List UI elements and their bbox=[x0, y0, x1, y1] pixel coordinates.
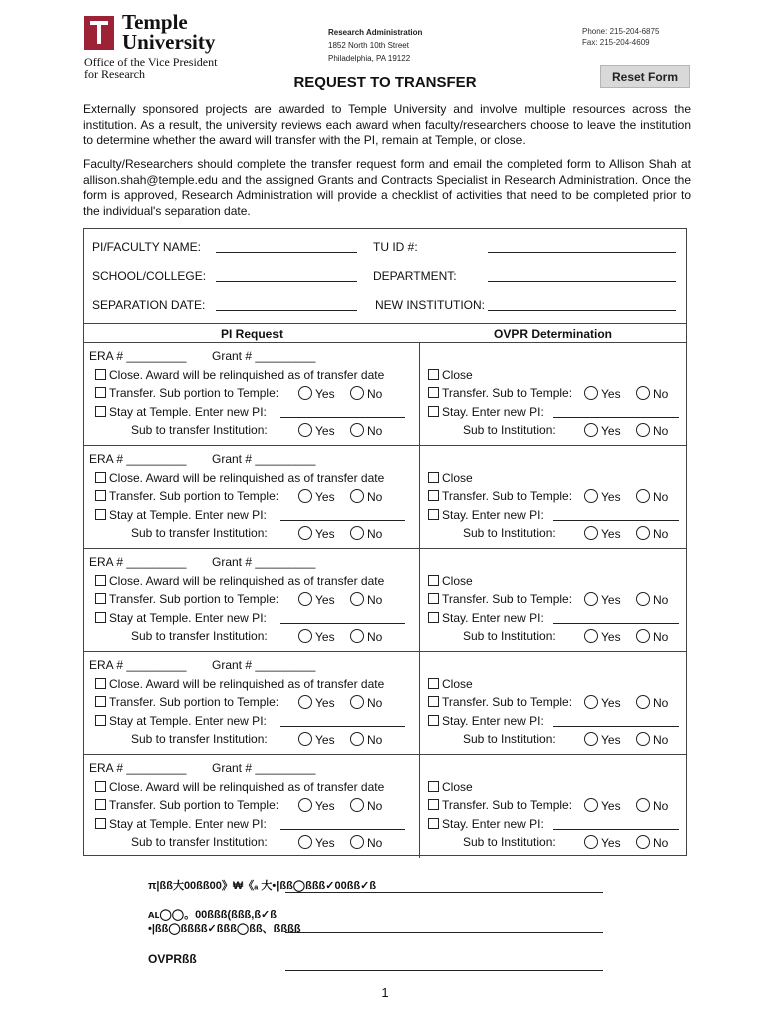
radio-button[interactable] bbox=[298, 386, 312, 400]
radio-button[interactable] bbox=[584, 835, 598, 849]
grant-field[interactable]: Grant # _________ bbox=[212, 349, 316, 363]
left-transfer-no[interactable]: No bbox=[350, 592, 382, 607]
right-new-pi-field[interactable] bbox=[553, 405, 679, 418]
right-close-option[interactable]: Close bbox=[428, 677, 473, 691]
right-close-option[interactable]: Close bbox=[428, 574, 473, 588]
university-name: Temple University bbox=[122, 10, 216, 54]
left-sub-label: Sub to transfer Institution: bbox=[131, 526, 268, 540]
left-close-option[interactable]: Close. Award will be relinquished as of transfer date bbox=[95, 780, 384, 794]
left-stay-option[interactable]: Stay at Temple. Enter new PI: bbox=[95, 611, 267, 625]
right-transfer-no[interactable]: No bbox=[636, 592, 668, 607]
right-transfer-yes[interactable]: Yes bbox=[584, 386, 621, 401]
signature-line-2[interactable] bbox=[285, 932, 603, 933]
right-transfer-option[interactable]: Transfer. Sub to Temple: bbox=[428, 695, 572, 709]
separation-date-field[interactable] bbox=[216, 298, 357, 311]
left-transfer-no[interactable]: No bbox=[350, 798, 382, 813]
right-transfer-no[interactable]: No bbox=[636, 386, 668, 401]
right-sub-yes[interactable]: Yes bbox=[584, 526, 621, 541]
signature-line-3-label: •|ßß◯ßßßß✓ßßß◯ßß、ßßßß bbox=[148, 923, 301, 935]
right-stay-option[interactable]: Stay. Enter new PI: bbox=[428, 817, 544, 831]
radio-button[interactable] bbox=[584, 629, 598, 643]
right-sub-label: Sub to Institution: bbox=[463, 835, 556, 849]
left-sub-no[interactable]: No bbox=[350, 526, 382, 541]
left-transfer-option[interactable]: Transfer. Sub portion to Temple: bbox=[95, 798, 279, 812]
checkbox[interactable] bbox=[428, 387, 439, 398]
tu-id-label: TU ID #: bbox=[373, 240, 418, 254]
left-transfer-option[interactable]: Transfer. Sub portion to Temple: bbox=[95, 489, 279, 503]
left-sub-no[interactable]: No bbox=[350, 835, 382, 850]
radio-button[interactable] bbox=[636, 386, 650, 400]
checkbox[interactable] bbox=[428, 472, 439, 483]
left-new-pi-field[interactable] bbox=[280, 817, 405, 830]
table-row bbox=[84, 548, 686, 652]
department-field[interactable] bbox=[488, 269, 676, 282]
checkbox[interactable] bbox=[95, 696, 106, 707]
left-new-pi-field[interactable] bbox=[280, 611, 405, 624]
separation-date-label: SEPARATION DATE: bbox=[92, 298, 206, 312]
right-sub-label: Sub to Institution: bbox=[463, 629, 556, 643]
left-transfer-yes[interactable]: Yes bbox=[298, 592, 335, 607]
instructions-paragraph: Faculty/Researchers should complete the transfer request form and email the completed form to Allison Shah at allison.shah@temple.edu and the assigned Grants and Contracts Specialist in Research Administration. Once the form is approved, Research Administration will provide a checklist of activities that need to be completed prior to the individual's separation date. bbox=[83, 157, 691, 218]
left-transfer-yes[interactable]: Yes bbox=[298, 386, 335, 401]
left-transfer-no[interactable]: No bbox=[350, 695, 382, 710]
checkbox[interactable] bbox=[428, 406, 439, 417]
signature-line-1[interactable] bbox=[285, 892, 603, 893]
left-sub-no[interactable]: No bbox=[350, 629, 382, 644]
checkbox[interactable] bbox=[95, 509, 106, 520]
checkbox[interactable] bbox=[95, 593, 106, 604]
radio-button[interactable] bbox=[584, 732, 598, 746]
radio-button[interactable] bbox=[350, 732, 364, 746]
right-transfer-option[interactable]: Transfer. Sub to Temple: bbox=[428, 592, 572, 606]
radio-button[interactable] bbox=[636, 695, 650, 709]
radio-button[interactable] bbox=[350, 386, 364, 400]
checkbox[interactable] bbox=[95, 406, 106, 417]
right-stay-option[interactable]: Stay. Enter new PI: bbox=[428, 508, 544, 522]
radio-button[interactable] bbox=[584, 489, 598, 503]
right-transfer-option[interactable]: Transfer. Sub to Temple: bbox=[428, 386, 572, 400]
left-sub-no[interactable]: No bbox=[350, 423, 382, 438]
left-stay-option[interactable]: Stay at Temple. Enter new PI: bbox=[95, 817, 267, 831]
left-transfer-yes[interactable]: Yes bbox=[298, 489, 335, 504]
checkbox[interactable] bbox=[95, 490, 106, 501]
right-sub-no[interactable]: No bbox=[636, 526, 668, 541]
right-sub-yes[interactable]: Yes bbox=[584, 835, 621, 850]
left-sub-no[interactable]: No bbox=[350, 732, 382, 747]
left-transfer-no[interactable]: No bbox=[350, 386, 382, 401]
right-close-option[interactable]: Close bbox=[428, 368, 473, 382]
left-sub-label: Sub to transfer Institution: bbox=[131, 732, 268, 746]
era-field[interactable]: ERA # _________ bbox=[89, 555, 187, 569]
radio-button[interactable] bbox=[350, 835, 364, 849]
left-stay-option[interactable]: Stay at Temple. Enter new PI: bbox=[95, 714, 267, 728]
intro-paragraph: Externally sponsored projects are awarded to Temple University and involve multiple resources across the institution. As a result, the university reviews each award when faculty/researchers choose to leave the institution to determine whether the award will transfer with the PI, remain at Temple, or close. bbox=[83, 102, 691, 147]
column-divider bbox=[419, 755, 420, 858]
table-row bbox=[84, 651, 686, 755]
radio-button[interactable] bbox=[350, 629, 364, 643]
transfer-request-table bbox=[83, 324, 687, 856]
signature-line-2-label: ᴀʟ◯◯。00ßßß(ßßß,ß✓ß bbox=[148, 909, 277, 921]
right-transfer-yes[interactable]: Yes bbox=[584, 695, 621, 710]
right-close-option[interactable]: Close bbox=[428, 780, 473, 794]
checkbox[interactable] bbox=[95, 781, 106, 792]
checkbox[interactable] bbox=[428, 696, 439, 707]
left-transfer-yes[interactable]: Yes bbox=[298, 798, 335, 813]
checkbox[interactable] bbox=[95, 369, 106, 380]
radio-button[interactable] bbox=[636, 629, 650, 643]
left-close-option[interactable]: Close. Award will be relinquished as of transfer date bbox=[95, 677, 384, 691]
pi-name-field[interactable] bbox=[216, 240, 357, 253]
grant-field[interactable]: Grant # _________ bbox=[212, 761, 316, 775]
left-sub-label: Sub to transfer Institution: bbox=[131, 423, 268, 437]
right-sub-label: Sub to Institution: bbox=[463, 732, 556, 746]
left-sub-label: Sub to transfer Institution: bbox=[131, 835, 268, 849]
radio-button[interactable] bbox=[636, 423, 650, 437]
radio-button[interactable] bbox=[350, 489, 364, 503]
tu-id-field[interactable] bbox=[488, 240, 676, 253]
left-sub-yes[interactable]: Yes bbox=[298, 423, 335, 438]
radio-button[interactable] bbox=[298, 592, 312, 606]
right-transfer-no[interactable]: No bbox=[636, 489, 668, 504]
left-close-option[interactable]: Close. Award will be relinquished as of transfer date bbox=[95, 471, 384, 485]
pi-name-label: PI/FACULTY NAME: bbox=[92, 240, 201, 254]
school-label: SCHOOL/COLLEGE: bbox=[92, 269, 207, 283]
radio-button[interactable] bbox=[636, 489, 650, 503]
new-institution-field[interactable] bbox=[488, 298, 676, 311]
radio-button[interactable] bbox=[584, 798, 598, 812]
right-sub-yes[interactable]: Yes bbox=[584, 629, 621, 644]
left-new-pi-field[interactable] bbox=[280, 405, 405, 418]
right-sub-label: Sub to Institution: bbox=[463, 526, 556, 540]
checkbox[interactable] bbox=[428, 509, 439, 520]
left-sub-yes[interactable]: Yes bbox=[298, 732, 335, 747]
right-transfer-yes[interactable]: Yes bbox=[584, 592, 621, 607]
checkbox[interactable] bbox=[95, 678, 106, 689]
radio-button[interactable] bbox=[350, 695, 364, 709]
radio-button[interactable] bbox=[636, 526, 650, 540]
checkbox[interactable] bbox=[428, 593, 439, 604]
right-new-pi-field[interactable] bbox=[553, 714, 679, 727]
right-sub-yes[interactable]: Yes bbox=[584, 423, 621, 438]
right-sub-no[interactable]: No bbox=[636, 732, 668, 747]
radio-button[interactable] bbox=[298, 629, 312, 643]
grant-field[interactable]: Grant # _________ bbox=[212, 452, 316, 466]
radio-button[interactable] bbox=[350, 798, 364, 812]
radio-button[interactable] bbox=[298, 695, 312, 709]
checkbox[interactable] bbox=[95, 575, 106, 586]
form-title: REQUEST TO TRANSFER bbox=[293, 74, 477, 91]
right-stay-option[interactable]: Stay. Enter new PI: bbox=[428, 405, 544, 419]
left-sub-label: Sub to transfer Institution: bbox=[131, 629, 268, 643]
left-close-option[interactable]: Close. Award will be relinquished as of transfer date bbox=[95, 574, 384, 588]
address-block: Research Administration 1852 North 10th Street Philadelphia, PA 19122 bbox=[328, 28, 423, 63]
column-divider bbox=[419, 549, 420, 652]
left-sub-yes[interactable]: Yes bbox=[298, 629, 335, 644]
left-transfer-yes[interactable]: Yes bbox=[298, 695, 335, 710]
radio-button[interactable] bbox=[298, 423, 312, 437]
ovpr-signature-line[interactable] bbox=[285, 970, 603, 971]
radio-button[interactable] bbox=[298, 526, 312, 540]
right-transfer-yes[interactable]: Yes bbox=[584, 798, 621, 813]
radio-button[interactable] bbox=[298, 835, 312, 849]
checkbox[interactable] bbox=[428, 678, 439, 689]
radio-button[interactable] bbox=[584, 592, 598, 606]
right-stay-option[interactable]: Stay. Enter new PI: bbox=[428, 611, 544, 625]
checkbox[interactable] bbox=[95, 818, 106, 829]
new-institution-label: NEW INSTITUTION: bbox=[375, 298, 485, 312]
checkbox[interactable] bbox=[428, 715, 439, 726]
column-divider bbox=[419, 652, 420, 755]
checkbox[interactable] bbox=[428, 490, 439, 501]
left-transfer-option[interactable]: Transfer. Sub portion to Temple: bbox=[95, 386, 279, 400]
right-transfer-yes[interactable]: Yes bbox=[584, 489, 621, 504]
right-stay-option[interactable]: Stay. Enter new PI: bbox=[428, 714, 544, 728]
column-divider bbox=[419, 343, 420, 446]
page-number: 1 bbox=[381, 985, 389, 1000]
era-field[interactable]: ERA # _________ bbox=[89, 658, 187, 672]
radio-button[interactable] bbox=[636, 835, 650, 849]
radio-button[interactable] bbox=[584, 526, 598, 540]
right-transfer-no[interactable]: No bbox=[636, 798, 668, 813]
radio-button[interactable] bbox=[298, 798, 312, 812]
department-label: DEPARTMENT: bbox=[373, 269, 457, 283]
checkbox[interactable] bbox=[95, 715, 106, 726]
pi-request-header: PI Request bbox=[220, 327, 283, 341]
right-sub-yes[interactable]: Yes bbox=[584, 732, 621, 747]
radio-button[interactable] bbox=[636, 592, 650, 606]
right-transfer-no[interactable]: No bbox=[636, 695, 668, 710]
right-sub-label: Sub to Institution: bbox=[463, 423, 556, 437]
left-transfer-no[interactable]: No bbox=[350, 489, 382, 504]
left-stay-option[interactable]: Stay at Temple. Enter new PI: bbox=[95, 405, 267, 419]
right-new-pi-field[interactable] bbox=[553, 508, 679, 521]
right-sub-no[interactable]: No bbox=[636, 835, 668, 850]
radio-button[interactable] bbox=[298, 732, 312, 746]
right-close-option[interactable]: Close bbox=[428, 471, 473, 485]
reset-form-button[interactable]: Reset Form bbox=[600, 65, 690, 88]
left-new-pi-field[interactable] bbox=[280, 508, 405, 521]
signature-line-1-label: π|ßß大00ßß00》₩《ₐ 大•|ßß◯ßßß✓00ßß✓ß bbox=[148, 880, 377, 892]
school-field[interactable] bbox=[216, 269, 357, 282]
radio-button[interactable] bbox=[636, 732, 650, 746]
checkbox[interactable] bbox=[428, 369, 439, 380]
ovpr-determination-header: OVPR Determination bbox=[493, 327, 613, 341]
checkbox[interactable] bbox=[95, 387, 106, 398]
left-transfer-option[interactable]: Transfer. Sub portion to Temple: bbox=[95, 592, 279, 606]
radio-button[interactable] bbox=[298, 489, 312, 503]
radio-button[interactable] bbox=[350, 423, 364, 437]
right-sub-no[interactable]: No bbox=[636, 423, 668, 438]
right-new-pi-field[interactable] bbox=[553, 611, 679, 624]
left-new-pi-field[interactable] bbox=[280, 714, 405, 727]
era-field[interactable]: ERA # _________ bbox=[89, 349, 187, 363]
checkbox[interactable] bbox=[428, 781, 439, 792]
checkbox[interactable] bbox=[428, 799, 439, 810]
right-transfer-option[interactable]: Transfer. Sub to Temple: bbox=[428, 798, 572, 812]
checkbox[interactable] bbox=[428, 612, 439, 623]
left-sub-yes[interactable]: Yes bbox=[298, 835, 335, 850]
contact-block: Phone: 215-204-6875 Fax: 215-204-4609 bbox=[582, 27, 660, 47]
checkbox[interactable] bbox=[95, 799, 106, 810]
left-transfer-option[interactable]: Transfer. Sub portion to Temple: bbox=[95, 695, 279, 709]
office-name: Office of the Vice President for Research bbox=[84, 55, 218, 81]
right-sub-no[interactable]: No bbox=[636, 629, 668, 644]
column-divider bbox=[419, 446, 420, 549]
era-field[interactable]: ERA # _________ bbox=[89, 761, 187, 775]
radio-button[interactable] bbox=[636, 798, 650, 812]
table-row bbox=[84, 445, 686, 549]
right-transfer-option[interactable]: Transfer. Sub to Temple: bbox=[428, 489, 572, 503]
radio-button[interactable] bbox=[350, 526, 364, 540]
checkbox[interactable] bbox=[428, 818, 439, 829]
ovpr-signature-label: OVPRßß bbox=[148, 952, 197, 966]
left-close-option[interactable]: Close. Award will be relinquished as of transfer date bbox=[95, 368, 384, 382]
checkbox[interactable] bbox=[428, 575, 439, 586]
pi-info-section bbox=[83, 228, 687, 324]
checkbox[interactable] bbox=[95, 472, 106, 483]
grant-field[interactable]: Grant # _________ bbox=[212, 555, 316, 569]
right-new-pi-field[interactable] bbox=[553, 817, 679, 830]
temple-logo-t-stem bbox=[97, 25, 101, 44]
radio-button[interactable] bbox=[584, 386, 598, 400]
left-sub-yes[interactable]: Yes bbox=[298, 526, 335, 541]
era-field[interactable]: ERA # _________ bbox=[89, 452, 187, 466]
grant-field[interactable]: Grant # _________ bbox=[212, 658, 316, 672]
left-stay-option[interactable]: Stay at Temple. Enter new PI: bbox=[95, 508, 267, 522]
table-row bbox=[84, 754, 686, 858]
radio-button[interactable] bbox=[584, 423, 598, 437]
radio-button[interactable] bbox=[350, 592, 364, 606]
checkbox[interactable] bbox=[95, 612, 106, 623]
radio-button[interactable] bbox=[584, 695, 598, 709]
table-row bbox=[84, 342, 686, 446]
